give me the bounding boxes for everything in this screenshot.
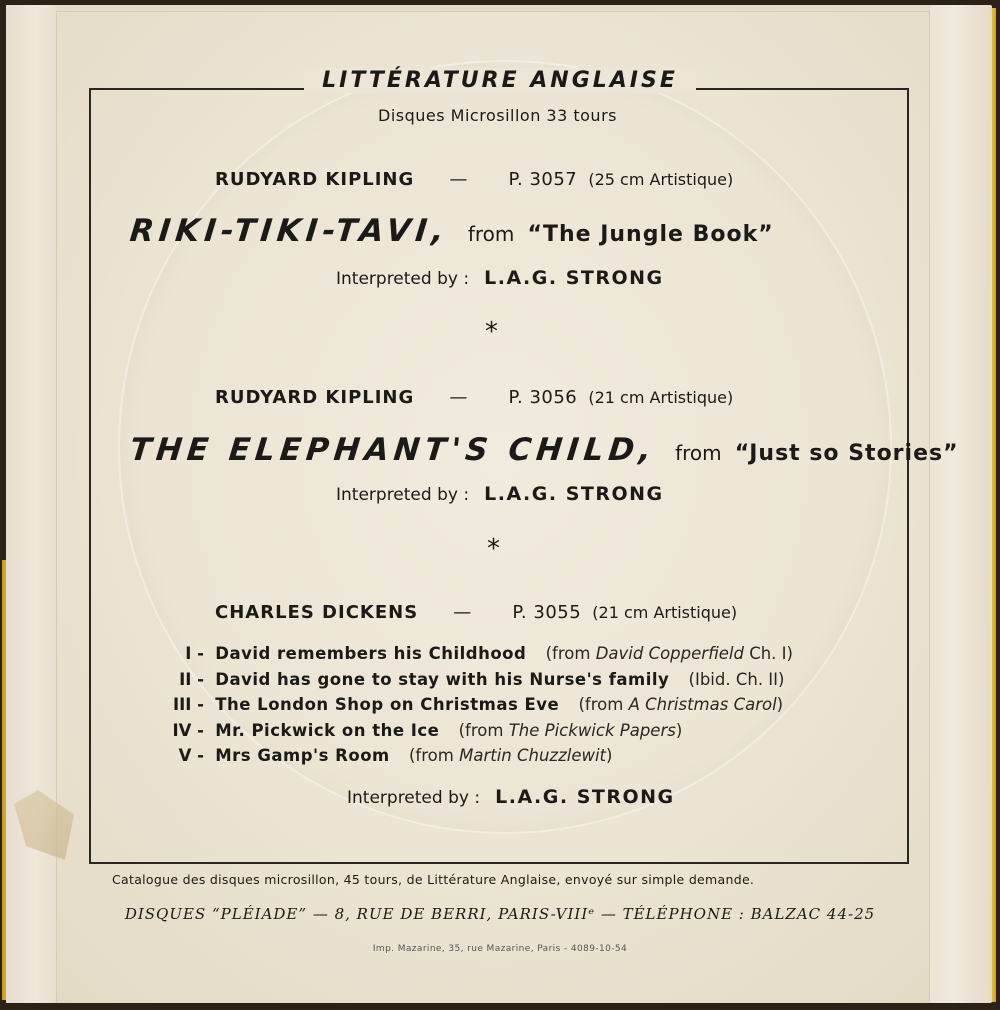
- track-source-post: ): [776, 695, 784, 714]
- track-title: The London Shop on Christmas Eve: [215, 695, 560, 714]
- track-title: Mrs Gamp's Room: [215, 746, 390, 765]
- record1-title: RIKI-TIKI-TAVI,: [128, 213, 451, 249]
- record3-interpreted: [347, 786, 675, 808]
- record2-source: “Just so Stories”: [734, 441, 959, 466]
- sleeve-flap-right: [929, 5, 990, 1003]
- record1-title-line: [130, 213, 774, 249]
- record1-format: (25 cm Artistique): [588, 170, 734, 189]
- record2-title-line: [130, 432, 959, 468]
- record1-interpreted-label: Interpreted by :: [336, 269, 470, 289]
- record3-format: (21 cm Artistique): [592, 603, 738, 622]
- record3-reader: L.A.G. STRONG: [495, 786, 675, 808]
- track-item: [162, 644, 793, 663]
- catalogue-note: Catalogue des disques microsillon, 45 tours, de Littérature Anglaise, envoyé sur simple demande.: [112, 872, 755, 887]
- record1-header: [215, 169, 733, 190]
- record2-format: (21 cm Artistique): [588, 388, 734, 407]
- record1-from: from: [467, 222, 515, 246]
- record3-interpreted-label: Interpreted by :: [347, 788, 481, 808]
- record3-author: CHARLES DICKENS: [215, 602, 419, 623]
- record2-title: THE ELEPHANT'S CHILD,: [128, 432, 658, 468]
- record2-header: [215, 387, 733, 408]
- track-source-pre: (Ibid. Ch. II): [688, 670, 785, 689]
- track-source-post: Ch. I): [743, 644, 793, 663]
- record1-catalog: P. 3057: [508, 169, 578, 190]
- record1-reader: L.A.G. STRONG: [484, 267, 664, 289]
- record3-header: [215, 602, 737, 623]
- track-source-work: A Christmas Carol: [628, 695, 777, 714]
- record1-source: “The Jungle Book”: [527, 222, 774, 247]
- track-source-post: ): [606, 746, 613, 765]
- record1-author: RUDYARD KIPLING: [215, 169, 415, 190]
- separator-star-2: *: [487, 534, 500, 564]
- track-item: [162, 746, 612, 765]
- track-source-pre: (from: [409, 746, 460, 765]
- track-item: [162, 721, 682, 740]
- track-item: [162, 670, 784, 689]
- track-title: David remembers his Childhood: [215, 644, 527, 663]
- record1-dash: —: [449, 169, 468, 190]
- track-source-work: David Copperfield: [595, 644, 744, 663]
- separator-star-1: *: [485, 317, 498, 347]
- track-title: David has gone to stay with his Nurse's family: [215, 670, 670, 689]
- record2-interpreted: [336, 483, 664, 505]
- record1-interpreted: [336, 267, 664, 289]
- sleeve-flap-top: [56, 5, 930, 12]
- series-subtitle: Disques Microsillon 33 tours: [378, 106, 617, 125]
- series-title-text: LITTÉRATURE ANGLAISE: [304, 68, 696, 93]
- track-title: Mr. Pickwick on the Ice: [215, 721, 440, 740]
- record2-author: RUDYARD KIPLING: [215, 387, 415, 408]
- track-number: IV -: [172, 721, 204, 740]
- track-number: V -: [178, 746, 204, 765]
- record2-interpreted-label: Interpreted by :: [336, 485, 470, 505]
- record2-dash: —: [449, 387, 468, 408]
- track-number: III -: [172, 695, 204, 714]
- track-number: I -: [185, 644, 204, 663]
- record2-catalog: P. 3056: [508, 387, 578, 408]
- record3-dash: —: [453, 602, 472, 623]
- track-item: [162, 695, 783, 714]
- series-title: [0, 68, 1000, 93]
- track-source-work: Martin Chuzzlewit: [459, 746, 607, 765]
- track-source-work: The Pickwick Papers: [508, 721, 676, 740]
- record2-reader: L.A.G. STRONG: [484, 483, 664, 505]
- track-source-post: ): [675, 721, 683, 740]
- track-source-pre: (from: [578, 695, 629, 714]
- track-number: II -: [179, 670, 204, 689]
- printer-line: Imp. Mazarine, 35, rue Mazarine, Paris - 4089-10-54: [372, 944, 628, 954]
- track-source-pre: (from: [545, 644, 596, 663]
- publisher-address: DISQUES “PLÉIADE” — 8, RUE DE BERRI, PARIS-VIIIᵉ — TÉLÉPHONE : BALZAC 44-25: [124, 905, 876, 923]
- track-source-pre: (from: [458, 721, 509, 740]
- record3-catalog: P. 3055: [512, 602, 582, 623]
- record2-from: from: [675, 441, 722, 465]
